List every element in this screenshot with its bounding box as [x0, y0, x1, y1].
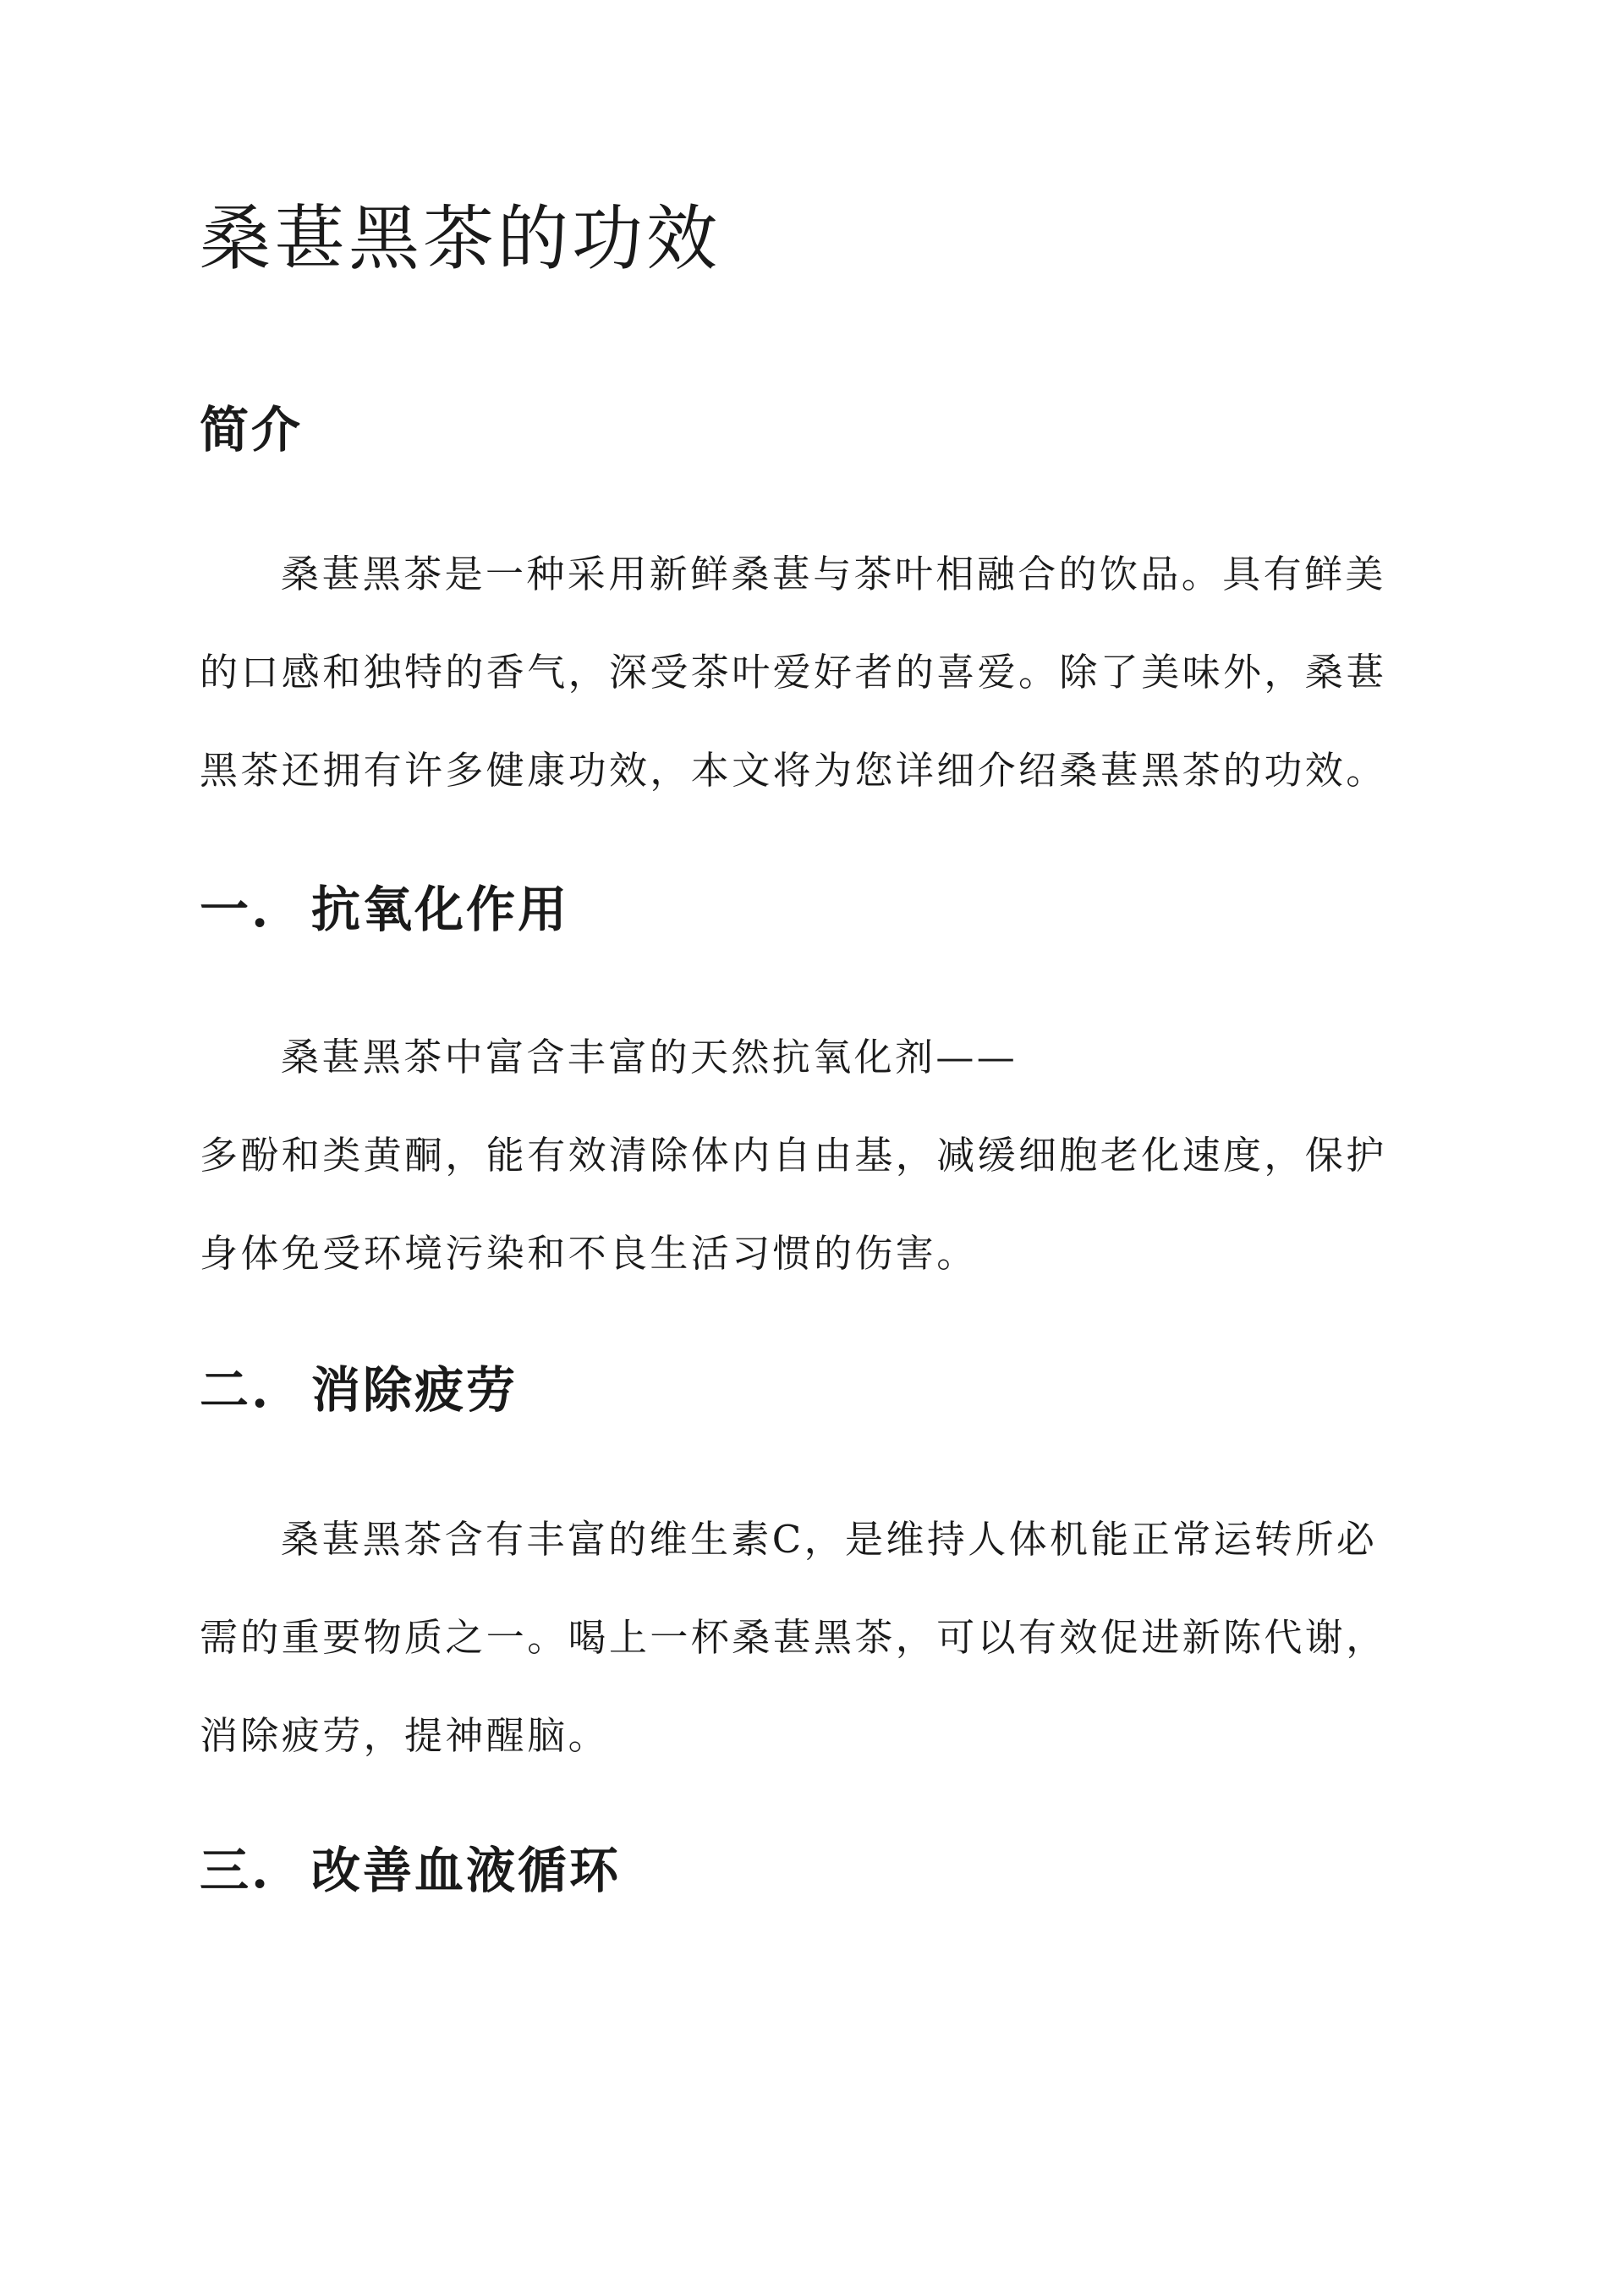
paragraph-line: 多酚和类黄酮，能有效清除体内自由基，减缓细胞老化速度，保护 — [200, 1133, 1387, 1178]
paragraph-line: 身体免受环境污染和不良生活习惯的伤害。 — [200, 1231, 978, 1276]
document-title: 桑葚黑茶的功效 — [200, 197, 721, 280]
paragraph-fatigue — [200, 1491, 1431, 1785]
section-heading-fatigue — [200, 1360, 518, 1420]
section-heading-circulation — [200, 1841, 621, 1900]
paragraph-line: 黑茶还拥有许多健康功效，本文将为您详细介绍桑葚黑茶的功效。 — [200, 748, 1387, 793]
section-number: 三. — [200, 1842, 272, 1899]
paragraph-line: 需的重要物质之一。喝上一杯桑葚黑茶，可以有效促进新陈代谢， — [200, 1615, 1387, 1660]
section-number: 二. — [200, 1361, 272, 1419]
section-heading-text: 消除疲劳 — [311, 1361, 518, 1419]
paragraph-line: 桑葚黑茶是一种采用新鲜桑葚与茶叶相融合的饮品。具有鲜美 — [281, 552, 1386, 596]
section-heading-intro — [200, 400, 303, 459]
section-heading-text: 改善血液循环 — [311, 1842, 622, 1899]
paragraph-line: 的口感和独特的香气，深受茶叶爱好者的喜爱。除了美味外，桑葚 — [200, 650, 1387, 695]
section-heading-text: 简介 — [200, 401, 304, 459]
paragraph-antioxidant — [200, 1008, 1431, 1303]
paragraph-line: 桑葚黑茶中富含丰富的天然抗氧化剂—— — [281, 1035, 1018, 1079]
section-heading-text: 抗氧化作用 — [311, 881, 570, 938]
section-number: 一. — [200, 881, 272, 938]
paragraph-line: 桑葚黑茶含有丰富的维生素C，是维持人体机能正常运转所必 — [281, 1517, 1378, 1562]
paragraph-line: 消除疲劳，提神醒脑。 — [200, 1713, 610, 1758]
paragraph-intro — [200, 525, 1431, 820]
section-heading-antioxidant — [200, 880, 569, 939]
